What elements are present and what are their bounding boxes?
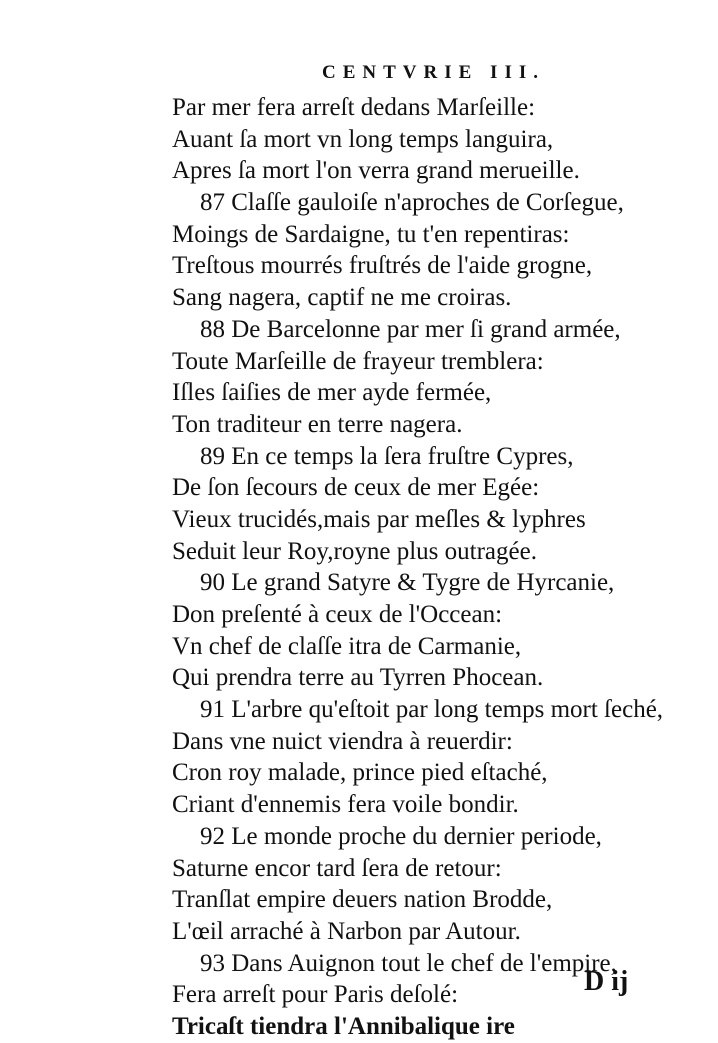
verse-line: Tricaſt tiendra l'Annibalique ire [172,1012,515,1040]
verse-line: Apres ſa mort l'on verra grand merueille. [172,157,580,185]
verse-line: Auant ſa mort vn long temps languira, [172,125,554,153]
verse-line: Dans vne nuict viendra à reuerdir: [172,727,513,755]
verse-line: Criant d'ennemis fera voile bondir. [172,791,519,819]
verse-line: Vn chef de claſſe itra de Carmanie, [172,632,522,660]
verse-line: Vieux trucidés,mais par meſles & lyphres [172,505,586,533]
verse-line: Ton traditeur en terre nagera. [172,410,463,438]
verse-line: De ſon ſecours de ceux de mer Egée: [172,474,540,502]
verse-line: Moings de Sardaigne, tu t'en repentiras: [172,220,570,248]
verse-line: Seduit leur Roy,royne plus outragée. [172,537,537,565]
verse-line: Iſles ſaiſies de mer ayde fermée, [172,379,492,407]
verse-line: Tranſlat empire deuers nation Brodde, [172,886,553,914]
quatrain-first-line: 88 De Barcelonne par mer ſi grand armée, [200,315,621,343]
verse-line: Don preſenté à ceux de l'Occean: [172,601,503,628]
verse-line: L'œil arraché à Narbon par Autour. [172,917,521,945]
quatrain-first-line: 92 Le monde proche du dernier periode, [200,822,602,850]
verse-line: Qui prendra terre au Tyrren Phocean. [172,664,544,692]
quatrain-first-line: 91 L'arbre qu'eſtoit par long temps mort ſeché, [200,696,664,724]
signature-mark: D ij [584,966,629,997]
quatrain-first-line: 90 Le grand Satyre & Tygre de Hyrcanie, [200,569,615,597]
verse-line: Sang nagera, captif ne me croiras. [172,284,512,312]
quatrain-first-line: 89 En ce temps la ſera fruſtre Cypres, [200,442,574,470]
quatrain-first-line: 93 Dans Auignon tout le chef de l'empire, [200,949,617,977]
verse-line: Treſtous mourrés fruſtrés de l'aide grogne, [172,252,593,280]
verse-line: Toute Marſeille de frayeur tremblera: [172,347,544,375]
verse-line: Par mer fera arreſt dedans Marſeille: [172,94,536,121]
running-head: CENTVRIE III. [322,62,545,83]
verse-line: Fera arreſt pour Paris deſolé: [172,981,459,1009]
verse-line: Saturne encor tard ſera de retour: [172,854,502,882]
verse-text-block [172,92,702,1043]
quatrain-first-line: 87 Claſſe gauloiſe n'aproches de Corſegue, [200,189,624,217]
verse-line: Cron roy malade, prince pied eſtaché, [172,759,548,787]
